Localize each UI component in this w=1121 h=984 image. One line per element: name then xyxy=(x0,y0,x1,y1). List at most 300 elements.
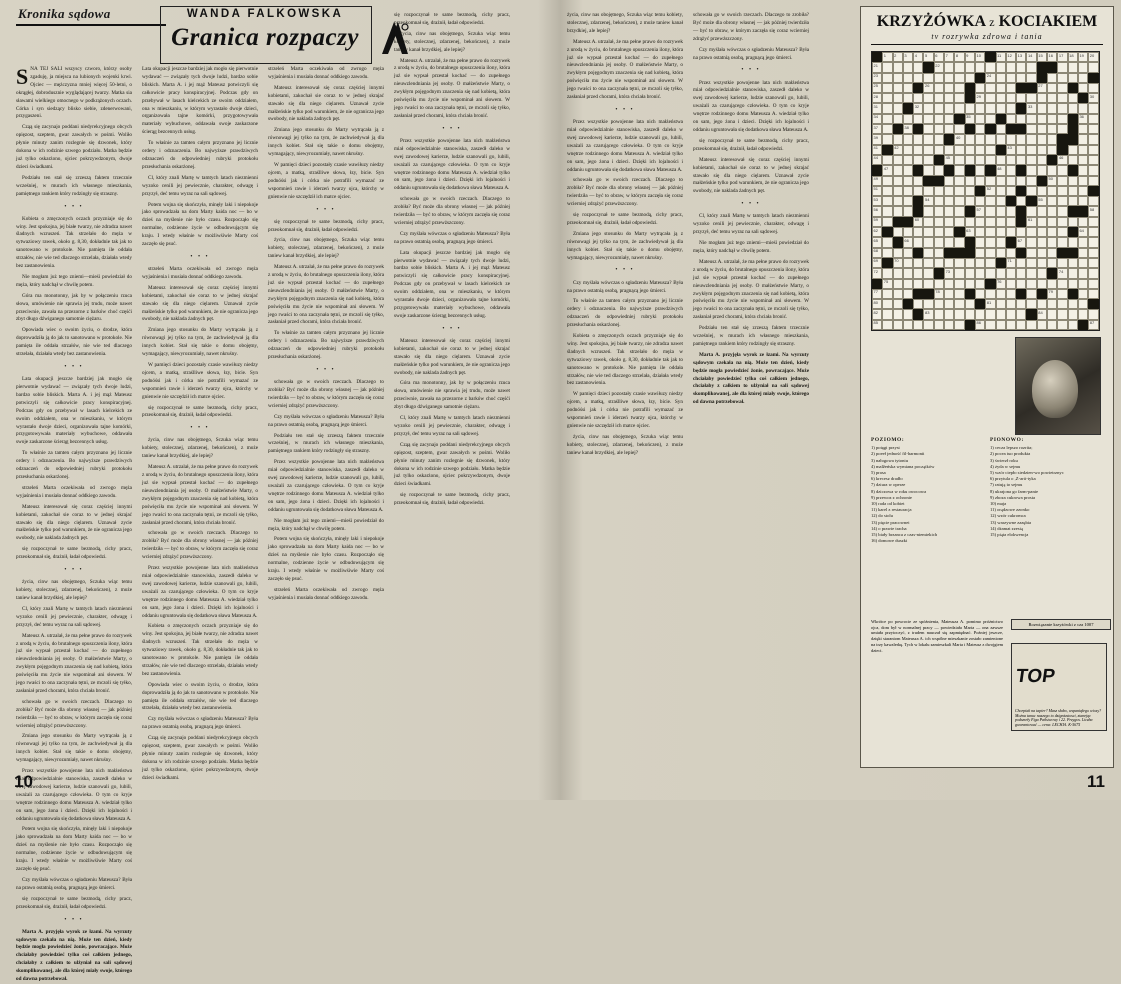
crossword-cell[interactable] xyxy=(954,52,964,62)
crossword-cell[interactable] xyxy=(1016,145,1026,155)
crossword-cell[interactable] xyxy=(934,93,944,103)
crossword-cell[interactable] xyxy=(996,289,1006,299)
crossword-cell[interactable] xyxy=(985,186,995,196)
crossword-cell[interactable] xyxy=(996,309,1006,319)
crossword-cell[interactable] xyxy=(944,176,954,186)
crossword-cell[interactable] xyxy=(893,165,903,175)
crossword-cell[interactable] xyxy=(934,52,944,62)
crossword-cell[interactable] xyxy=(1047,103,1057,113)
crossword-cell[interactable] xyxy=(954,217,964,227)
crossword-cell[interactable] xyxy=(1037,155,1047,165)
crossword-cell[interactable] xyxy=(975,62,985,72)
crossword-cell[interactable] xyxy=(913,155,923,165)
crossword-cell[interactable] xyxy=(965,186,975,196)
crossword-cell[interactable] xyxy=(882,114,892,124)
crossword-cell[interactable] xyxy=(1026,237,1036,247)
crossword-cell[interactable] xyxy=(975,52,985,62)
crossword-cell[interactable] xyxy=(882,299,892,309)
crossword-cell[interactable] xyxy=(872,186,882,196)
crossword-cell[interactable] xyxy=(944,83,954,93)
crossword-cell[interactable] xyxy=(872,248,882,258)
crossword-cell[interactable] xyxy=(893,145,903,155)
crossword-cell[interactable] xyxy=(1006,217,1016,227)
crossword-cell[interactable] xyxy=(913,114,923,124)
crossword-cell[interactable] xyxy=(965,299,975,309)
crossword-cell[interactable] xyxy=(1006,155,1016,165)
crossword-cell[interactable] xyxy=(965,103,975,113)
crossword-cell[interactable] xyxy=(1037,124,1047,134)
crossword-cell[interactable] xyxy=(1047,52,1057,62)
crossword-cell[interactable] xyxy=(1078,299,1088,309)
crossword-cell[interactable] xyxy=(1068,299,1078,309)
crossword-cell[interactable] xyxy=(1006,289,1016,299)
crossword-cell[interactable] xyxy=(903,320,913,330)
crossword-cell[interactable] xyxy=(934,83,944,93)
crossword-cell[interactable] xyxy=(985,309,995,319)
crossword-cell[interactable] xyxy=(1078,309,1088,319)
crossword-cell[interactable] xyxy=(934,206,944,216)
crossword-cell[interactable] xyxy=(872,258,882,268)
crossword-cell[interactable] xyxy=(872,268,882,278)
crossword-cell[interactable] xyxy=(1006,227,1016,237)
crossword-cell[interactable] xyxy=(903,237,913,247)
crossword-cell[interactable] xyxy=(872,124,882,134)
crossword-cell[interactable] xyxy=(1047,93,1057,103)
crossword-cell[interactable] xyxy=(1078,186,1088,196)
crossword-cell[interactable] xyxy=(1026,165,1036,175)
crossword-cell[interactable] xyxy=(1057,176,1067,186)
crossword-cell[interactable] xyxy=(1068,279,1078,289)
crossword-cell[interactable] xyxy=(913,52,923,62)
crossword-cell[interactable] xyxy=(1026,62,1036,72)
crossword-cell[interactable] xyxy=(996,206,1006,216)
crossword-cell[interactable] xyxy=(1088,62,1098,72)
crossword-cell[interactable] xyxy=(985,73,995,83)
crossword-cell[interactable] xyxy=(1088,134,1098,144)
crossword-cell[interactable] xyxy=(1037,165,1047,175)
crossword-cell[interactable] xyxy=(872,217,882,227)
crossword-cell[interactable] xyxy=(882,206,892,216)
crossword-cell[interactable] xyxy=(1078,248,1088,258)
crossword-cell[interactable] xyxy=(1037,279,1047,289)
crossword-cell[interactable] xyxy=(1068,103,1078,113)
crossword-cell[interactable] xyxy=(1037,258,1047,268)
crossword-cell[interactable] xyxy=(893,227,903,237)
crossword-cell[interactable] xyxy=(903,114,913,124)
crossword-cell[interactable] xyxy=(934,134,944,144)
crossword-cell[interactable] xyxy=(872,155,882,165)
crossword-cell[interactable] xyxy=(975,227,985,237)
crossword-cell[interactable] xyxy=(882,62,892,72)
crossword-cell[interactable] xyxy=(913,134,923,144)
crossword-cell[interactable] xyxy=(1016,73,1026,83)
crossword-cell[interactable] xyxy=(882,309,892,319)
crossword-cell[interactable] xyxy=(934,186,944,196)
crossword-cell[interactable] xyxy=(1068,73,1078,83)
crossword-cell[interactable] xyxy=(1068,320,1078,330)
crossword-cell[interactable] xyxy=(903,155,913,165)
crossword-cell[interactable] xyxy=(1078,83,1088,93)
crossword-cell[interactable] xyxy=(923,83,933,93)
crossword-cell[interactable] xyxy=(893,73,903,83)
crossword-cell[interactable] xyxy=(965,134,975,144)
crossword-cell[interactable] xyxy=(944,320,954,330)
crossword-cell[interactable] xyxy=(903,124,913,134)
crossword-cell[interactable] xyxy=(1037,309,1047,319)
crossword-cell[interactable] xyxy=(872,196,882,206)
crossword-cell[interactable] xyxy=(934,309,944,319)
crossword-cell[interactable] xyxy=(923,268,933,278)
crossword-cell[interactable] xyxy=(913,62,923,72)
crossword-cell[interactable] xyxy=(1057,155,1067,165)
crossword-cell[interactable] xyxy=(1026,248,1036,258)
crossword-cell[interactable] xyxy=(1088,309,1098,319)
crossword-cell[interactable] xyxy=(996,165,1006,175)
crossword-cell[interactable] xyxy=(882,268,892,278)
crossword-cell[interactable] xyxy=(882,93,892,103)
crossword-cell[interactable] xyxy=(923,52,933,62)
crossword-cell[interactable] xyxy=(923,279,933,289)
crossword-cell[interactable] xyxy=(1016,309,1026,319)
crossword-cell[interactable] xyxy=(1006,176,1016,186)
crossword-cell[interactable] xyxy=(1047,206,1057,216)
crossword-cell[interactable] xyxy=(1037,93,1047,103)
crossword-cell[interactable] xyxy=(944,103,954,113)
crossword-cell[interactable] xyxy=(903,186,913,196)
crossword-cell[interactable] xyxy=(1047,145,1057,155)
crossword-cell[interactable] xyxy=(1068,176,1078,186)
crossword-cell[interactable] xyxy=(944,114,954,124)
crossword-cell[interactable] xyxy=(954,176,964,186)
crossword-cell[interactable] xyxy=(954,299,964,309)
crossword-cell[interactable] xyxy=(1078,227,1088,237)
crossword-cell[interactable] xyxy=(1047,279,1057,289)
crossword-cell[interactable] xyxy=(1006,258,1016,268)
crossword-cell[interactable] xyxy=(882,217,892,227)
crossword-cell[interactable] xyxy=(934,73,944,83)
crossword-cell[interactable] xyxy=(923,237,933,247)
crossword-cell[interactable] xyxy=(1088,217,1098,227)
crossword-cell[interactable] xyxy=(913,227,923,237)
crossword-cell[interactable] xyxy=(923,309,933,319)
crossword-cell[interactable] xyxy=(1068,237,1078,247)
crossword-cell[interactable] xyxy=(882,186,892,196)
crossword-cell[interactable] xyxy=(872,145,882,155)
crossword-cell[interactable] xyxy=(1078,258,1088,268)
crossword-cell[interactable] xyxy=(954,145,964,155)
crossword-cell[interactable] xyxy=(893,176,903,186)
crossword-cell[interactable] xyxy=(954,134,964,144)
crossword-cell[interactable] xyxy=(1016,227,1026,237)
crossword-cell[interactable] xyxy=(1016,62,1026,72)
crossword-cell[interactable] xyxy=(872,206,882,216)
crossword-cell[interactable] xyxy=(893,155,903,165)
crossword-cell[interactable] xyxy=(954,73,964,83)
crossword-cell[interactable] xyxy=(1037,196,1047,206)
crossword-cell[interactable] xyxy=(934,289,944,299)
crossword-cell[interactable] xyxy=(1088,206,1098,216)
crossword-cell[interactable] xyxy=(996,248,1006,258)
crossword-cell[interactable] xyxy=(975,320,985,330)
crossword-cell[interactable] xyxy=(1037,114,1047,124)
crossword-cell[interactable] xyxy=(975,145,985,155)
crossword-cell[interactable] xyxy=(913,186,923,196)
crossword-cell[interactable] xyxy=(923,320,933,330)
crossword-cell[interactable] xyxy=(996,52,1006,62)
crossword-cell[interactable] xyxy=(882,248,892,258)
crossword-cell[interactable] xyxy=(1047,248,1057,258)
crossword-cell[interactable] xyxy=(954,279,964,289)
crossword-cell[interactable] xyxy=(1057,93,1067,103)
crossword-cell[interactable] xyxy=(1037,186,1047,196)
crossword-cell[interactable] xyxy=(1026,186,1036,196)
crossword-cell[interactable] xyxy=(975,206,985,216)
crossword-cell[interactable] xyxy=(882,196,892,206)
crossword-cell[interactable] xyxy=(893,279,903,289)
crossword-cell[interactable] xyxy=(1068,258,1078,268)
crossword-cell[interactable] xyxy=(913,258,923,268)
crossword-cell[interactable] xyxy=(1057,206,1067,216)
crossword-cell[interactable] xyxy=(882,289,892,299)
crossword-cell[interactable] xyxy=(996,134,1006,144)
crossword-cell[interactable] xyxy=(996,83,1006,93)
crossword-cell[interactable] xyxy=(893,289,903,299)
crossword-cell[interactable] xyxy=(975,268,985,278)
crossword-cell[interactable] xyxy=(872,134,882,144)
crossword-cell[interactable] xyxy=(893,114,903,124)
crossword-cell[interactable] xyxy=(1057,83,1067,93)
crossword-cell[interactable] xyxy=(903,289,913,299)
crossword-cell[interactable] xyxy=(934,299,944,309)
crossword-cell[interactable] xyxy=(1006,62,1016,72)
crossword-cell[interactable] xyxy=(944,145,954,155)
crossword-cell[interactable] xyxy=(903,83,913,93)
crossword-cell[interactable] xyxy=(934,248,944,258)
crossword-cell[interactable] xyxy=(923,206,933,216)
crossword-cell[interactable] xyxy=(1057,268,1067,278)
crossword-cell[interactable] xyxy=(1047,176,1057,186)
crossword-cell[interactable] xyxy=(985,320,995,330)
crossword-cell[interactable] xyxy=(872,83,882,93)
crossword-cell[interactable] xyxy=(944,186,954,196)
crossword-cell[interactable] xyxy=(893,309,903,319)
crossword-cell[interactable] xyxy=(1047,134,1057,144)
crossword-cell[interactable] xyxy=(1047,165,1057,175)
crossword-cell[interactable] xyxy=(985,155,995,165)
crossword-cell[interactable] xyxy=(913,93,923,103)
crossword-cell[interactable] xyxy=(934,320,944,330)
crossword-cell[interactable] xyxy=(1037,268,1047,278)
crossword-cell[interactable] xyxy=(1006,206,1016,216)
crossword-cell[interactable] xyxy=(1047,299,1057,309)
crossword-cell[interactable] xyxy=(923,103,933,113)
crossword-cell[interactable] xyxy=(1037,52,1047,62)
crossword-cell[interactable] xyxy=(975,196,985,206)
crossword-cell[interactable] xyxy=(1088,124,1098,134)
crossword-cell[interactable] xyxy=(1057,52,1067,62)
crossword-cell[interactable] xyxy=(1026,289,1036,299)
crossword-cell[interactable] xyxy=(1047,124,1057,134)
crossword-cell[interactable] xyxy=(923,165,933,175)
crossword-cell[interactable] xyxy=(1078,145,1088,155)
crossword-cell[interactable] xyxy=(975,258,985,268)
crossword-cell[interactable] xyxy=(996,62,1006,72)
crossword-cell[interactable] xyxy=(1057,114,1067,124)
crossword-cell[interactable] xyxy=(1006,103,1016,113)
crossword-cell[interactable] xyxy=(1016,268,1026,278)
crossword-cell[interactable] xyxy=(975,124,985,134)
crossword-cell[interactable] xyxy=(1026,52,1036,62)
crossword-cell[interactable] xyxy=(1088,176,1098,186)
crossword-cell[interactable] xyxy=(1037,103,1047,113)
crossword-cell[interactable] xyxy=(1026,134,1036,144)
crossword-cell[interactable] xyxy=(913,237,923,247)
crossword-cell[interactable] xyxy=(893,83,903,93)
crossword-cell[interactable] xyxy=(975,155,985,165)
crossword-cell[interactable] xyxy=(903,145,913,155)
crossword-cell[interactable] xyxy=(1047,114,1057,124)
crossword-cell[interactable] xyxy=(985,258,995,268)
crossword-cell[interactable] xyxy=(1057,186,1067,196)
crossword-cell[interactable] xyxy=(944,52,954,62)
crossword-cell[interactable] xyxy=(944,258,954,268)
crossword-cell[interactable] xyxy=(1047,237,1057,247)
crossword-cell[interactable] xyxy=(893,103,903,113)
crossword-cell[interactable] xyxy=(944,155,954,165)
crossword-cell[interactable] xyxy=(1078,196,1088,206)
crossword-cell[interactable] xyxy=(1006,73,1016,83)
crossword-cell[interactable] xyxy=(996,93,1006,103)
crossword-cell[interactable] xyxy=(985,268,995,278)
crossword-cell[interactable] xyxy=(934,217,944,227)
crossword-cell[interactable] xyxy=(985,145,995,155)
crossword-cell[interactable] xyxy=(1006,186,1016,196)
crossword-cell[interactable] xyxy=(1088,155,1098,165)
crossword-cell[interactable] xyxy=(1057,165,1067,175)
crossword-cell[interactable] xyxy=(882,124,892,134)
crossword-cell[interactable] xyxy=(1047,217,1057,227)
crossword-cell[interactable] xyxy=(1047,320,1057,330)
crossword-cell[interactable] xyxy=(985,227,995,237)
crossword-cell[interactable] xyxy=(1078,62,1088,72)
crossword-cell[interactable] xyxy=(903,165,913,175)
crossword-cell[interactable] xyxy=(1016,320,1026,330)
crossword-cell[interactable] xyxy=(1078,124,1088,134)
crossword-cell[interactable] xyxy=(985,206,995,216)
crossword-cell[interactable] xyxy=(996,217,1006,227)
crossword-cell[interactable] xyxy=(872,227,882,237)
crossword-cell[interactable] xyxy=(872,73,882,83)
crossword-cell[interactable] xyxy=(1088,258,1098,268)
crossword-cell[interactable] xyxy=(893,52,903,62)
crossword-cell[interactable] xyxy=(1026,73,1036,83)
crossword-cell[interactable] xyxy=(1057,124,1067,134)
crossword-cell[interactable] xyxy=(944,299,954,309)
crossword-cell[interactable] xyxy=(1037,134,1047,144)
crossword-cell[interactable] xyxy=(954,62,964,72)
crossword-cell[interactable] xyxy=(1037,217,1047,227)
crossword-cell[interactable] xyxy=(1088,268,1098,278)
crossword-cell[interactable] xyxy=(944,206,954,216)
crossword-cell[interactable] xyxy=(985,217,995,227)
crossword-cell[interactable] xyxy=(1047,309,1057,319)
crossword-cell[interactable] xyxy=(882,73,892,83)
crossword-cell[interactable] xyxy=(923,258,933,268)
crossword-cell[interactable] xyxy=(934,124,944,134)
crossword-cell[interactable] xyxy=(1078,114,1088,124)
crossword-cell[interactable] xyxy=(893,186,903,196)
crossword-cell[interactable] xyxy=(923,73,933,83)
crossword-cell[interactable] xyxy=(872,320,882,330)
crossword-cell[interactable] xyxy=(903,279,913,289)
crossword-cell[interactable] xyxy=(954,309,964,319)
crossword-cell[interactable] xyxy=(893,134,903,144)
crossword-cell[interactable] xyxy=(903,134,913,144)
crossword-cell[interactable] xyxy=(944,196,954,206)
crossword-cell[interactable] xyxy=(1026,217,1036,227)
crossword-cell[interactable] xyxy=(996,299,1006,309)
crossword-cell[interactable] xyxy=(1078,176,1088,186)
crossword-cell[interactable] xyxy=(1057,299,1067,309)
crossword-cell[interactable] xyxy=(965,155,975,165)
crossword-cell[interactable] xyxy=(1078,165,1088,175)
crossword-cell[interactable] xyxy=(893,248,903,258)
crossword-cell[interactable] xyxy=(923,114,933,124)
crossword-cell[interactable] xyxy=(882,320,892,330)
crossword-cell[interactable] xyxy=(923,217,933,227)
crossword-cell[interactable] xyxy=(954,83,964,93)
crossword-cell[interactable] xyxy=(1037,83,1047,93)
crossword-cell[interactable] xyxy=(1068,186,1078,196)
crossword-cell[interactable] xyxy=(954,206,964,216)
crossword-cell[interactable] xyxy=(1068,217,1078,227)
crossword-cell[interactable] xyxy=(1057,227,1067,237)
crossword-cell[interactable] xyxy=(893,206,903,216)
crossword-cell[interactable] xyxy=(1078,289,1088,299)
crossword-cell[interactable] xyxy=(872,93,882,103)
crossword-cell[interactable] xyxy=(1006,93,1016,103)
crossword-cell[interactable] xyxy=(954,268,964,278)
crossword-cell[interactable] xyxy=(954,124,964,134)
crossword-cell[interactable] xyxy=(1026,279,1036,289)
crossword-cell[interactable] xyxy=(965,114,975,124)
crossword-cell[interactable] xyxy=(954,103,964,113)
crossword-cell[interactable] xyxy=(923,227,933,237)
crossword-cell[interactable] xyxy=(996,186,1006,196)
crossword-cell[interactable] xyxy=(965,62,975,72)
crossword-cell[interactable] xyxy=(1068,145,1078,155)
crossword-cell[interactable] xyxy=(893,299,903,309)
crossword-cell[interactable] xyxy=(934,279,944,289)
crossword-cell[interactable] xyxy=(965,176,975,186)
crossword-cell[interactable] xyxy=(893,93,903,103)
crossword-cell[interactable] xyxy=(1006,320,1016,330)
crossword-cell[interactable] xyxy=(893,258,903,268)
crossword-cell[interactable] xyxy=(944,279,954,289)
crossword-cell[interactable] xyxy=(934,196,944,206)
crossword-cell[interactable] xyxy=(1068,268,1078,278)
crossword-cell[interactable] xyxy=(934,62,944,72)
crossword-cell[interactable] xyxy=(1026,114,1036,124)
crossword-cell[interactable] xyxy=(1088,52,1098,62)
crossword-cell[interactable] xyxy=(996,227,1006,237)
crossword-cell[interactable] xyxy=(1068,309,1078,319)
crossword-cell[interactable] xyxy=(1088,289,1098,299)
crossword-cell[interactable] xyxy=(996,73,1006,83)
crossword-cell[interactable] xyxy=(985,176,995,186)
crossword-cell[interactable] xyxy=(1057,217,1067,227)
crossword-cell[interactable] xyxy=(944,93,954,103)
